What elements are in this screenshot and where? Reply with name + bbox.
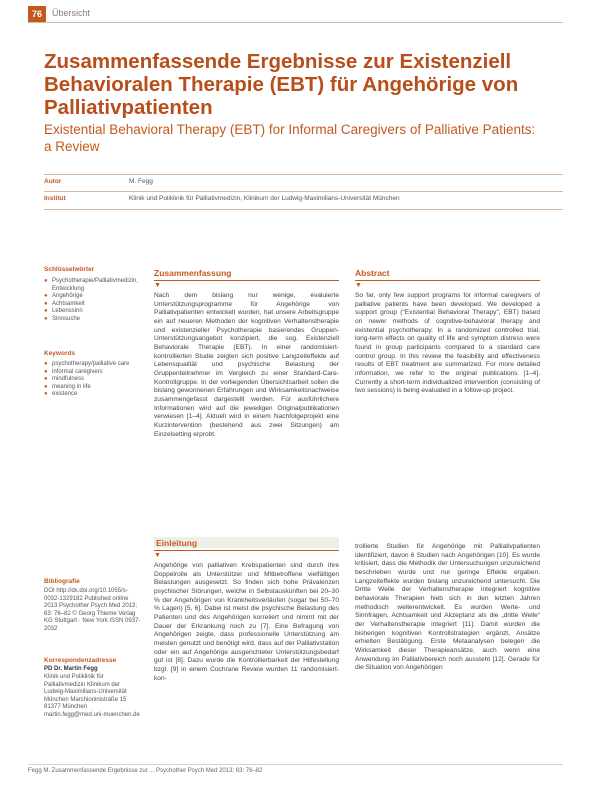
header-divider xyxy=(28,22,563,23)
triangle-icon: ▼ xyxy=(355,282,362,289)
correspondence-name: PD Dr. Martin Fegg xyxy=(44,666,98,672)
zusammenfassung-heading: Zusammenfassung xyxy=(154,268,232,278)
abstract-rule xyxy=(355,280,540,281)
keywords-de-title: Schlüsselwörter xyxy=(44,266,95,273)
bullet-icon: ● xyxy=(44,383,48,390)
keyword-text: informal caregivers xyxy=(52,368,103,375)
keyword-item xyxy=(44,301,140,309)
bullet-icon: ● xyxy=(44,278,48,284)
footer-divider xyxy=(28,764,563,765)
keyword-item xyxy=(44,278,140,293)
keyword-text: Lebenssinn xyxy=(52,308,83,315)
correspondence-title: Korrespondenzadresse xyxy=(44,657,117,664)
meta-divider-top xyxy=(44,174,563,175)
meta-divider-bottom xyxy=(44,209,563,210)
bullet-icon: ● xyxy=(44,300,48,307)
keyword-item xyxy=(44,384,140,392)
institute-name: Klinik und Poliklinik für Palliativmedizin, Klinikum der Ludwig-Maximilians-Universität München xyxy=(129,195,400,202)
keyword-text: Psychotherapie/Palliativmedizin, Entwicklung xyxy=(52,278,139,292)
author-label: Autor xyxy=(44,178,62,185)
bullet-icon: ● xyxy=(44,368,48,375)
bibliography-text: DOI http://dx.doi.org/10.1055/s-0032-1329182 Published online 2013 Psychother Psych Med 2013; 63: 76–82 © Georg Thieme Verlag KG Stuttgart · New York ISSN 0937-2032 xyxy=(44,588,141,632)
einleitung-heading: Einleitung xyxy=(156,538,198,548)
bullet-icon: ● xyxy=(44,391,48,398)
article-subtitle: Existential Behavioral Therapy (EBT) for Informal Caregivers of Palliative Patients: a Review xyxy=(44,122,536,154)
bullet-icon: ● xyxy=(44,315,48,322)
bullet-icon: ● xyxy=(44,308,48,315)
bullet-icon: ● xyxy=(44,376,48,383)
keyword-item xyxy=(44,308,140,316)
keyword-text: existence xyxy=(52,391,78,398)
keywords-en-title: Keywords xyxy=(44,350,76,357)
keyword-text: psychotherapy/palliative care xyxy=(52,361,130,367)
keyword-text: mindfulness xyxy=(52,376,85,383)
keywords-en-list xyxy=(44,361,140,399)
keywords-de-list xyxy=(44,278,140,324)
correspondence-address: Klinik und Poliklinik für Palliativmedizin Klinikum der Ludwig-Maximilians-Universität München Marchioninistraße 15 81377 München martin.fegg@med.uni-muenchen.de xyxy=(44,674,140,718)
meta-divider-mid xyxy=(44,191,563,192)
bullet-icon: ● xyxy=(44,293,48,300)
keyword-item xyxy=(44,293,140,301)
author-name: M. Fegg xyxy=(129,178,153,185)
bibliography-title: Bibliografie xyxy=(44,578,80,585)
keyword-text: Angehörige xyxy=(52,293,83,300)
article-title: Zusammenfassende Ergebnisse zur Existenziell Behavioralen Therapie (EBT) für Angehörige von Palliativpatienten xyxy=(44,50,519,119)
triangle-icon: ▼ xyxy=(154,282,161,289)
page-footer: Fegg M. Zusammenfassende Ergebnisse zur ... Psychother Psych Med 2013; 63: 76–82 xyxy=(28,768,263,774)
einleitung-text-col2: trollierte Studien für Angehörige mit Palliativpatienten identifiziert, davon 6 Studien nach Angehörigen [10]. Es wurde kritisiert, dass die Methodik der Untersuchungen unzureichend beschrieben wurde und nur geringe Effekte ergaben. Langzeiteffekte wurden bislang unzureichend untersucht. Die Dritte Welle der Verhaltenstherapie integriert kognitive behaviorale Therapien hieb sich in den letzten Jahren methodisch weiterentwickelt. Es wurden Werte- und Sinnfragen, Achtsamkeit und Akzeptanz als die „dritte Welle“ der Verhaltenstherapie integriert [11]. Damit wurden die bisherigen kognitiven Kontrollstrategien ergänzt, Ansätze erhielten Bestätigung. Erste Metaanalysen belegen die Wirksamkeit dieser Therapieansätze, auch wenn eine Anwendung im Palliativbereich noch aussteht [12]. Gerade für die Situation von Angehörigen xyxy=(355,543,540,672)
zusammenfassung-text: Nach dem bislang nur wenige, evaluierte Unterstützungsprogramme für Angehörige von Palliativpatienten entwickelt wurden, hat unsere Arbeitsgruppe ein auf neueren Methoden der kognitiven Verhaltenstherapie und existenzieller Psychotherapie basierendes Gruppen-Unterstützungsangebot konzipiert, die sog. Existenziell Behaviorale Therapie (EBT). In einer randomisiert-kontrollierten Studie zeigten sich positive Langzeiteffekte auf Lebensqualität und psychische Belastung der Gruppenteilnehmer im Vergleich zu einer Standard-Care-Kontrollgruppe. In der vorliegenden Übersichtsarbeit sollen die bislang gewonnenen Erfahrungen und Wirksamkeitsnachweise zusammengefasst dargestellt werden. Für ausführlichere Informationen wird auf die jeweiligen Originalpublikationen verwiesen [1–4]. Aktuell wird in einem Nachfolgeprojekt eine Kurzintervention (bestehend aus zwei Sitzungen) am Einzelsetting erprobt. xyxy=(154,292,339,438)
keyword-item xyxy=(44,376,140,384)
einleitung-rule xyxy=(154,550,339,551)
keyword-text: meaning in life xyxy=(52,383,91,390)
section-label: Übersicht xyxy=(52,8,91,18)
triangle-icon: ▼ xyxy=(154,552,161,559)
bullet-icon: ● xyxy=(44,361,48,367)
keyword-item xyxy=(44,391,140,399)
keyword-text: Sinnsuche xyxy=(52,315,81,322)
keyword-item xyxy=(44,316,140,324)
keyword-text: Achtsamkeit xyxy=(52,300,85,307)
institute-label: Institut xyxy=(44,195,66,202)
keyword-item xyxy=(44,369,140,377)
page-number: 76 xyxy=(28,6,46,22)
zusammenfassung-rule xyxy=(154,280,339,281)
einleitung-text-col1: Angehörige von palliativen Krebspatienten sind durch ihre Doppelrolle als Unterstützer und Mitbetroffene vielfältigen Belastungen ausgesetzt. So finden sich hohe Prävalenzen psychischer Störungen, welche in Selbstauskünften bei 20–30 % der Angehörigen von Krankheitsverläufen (sogar bei 50–70 % Lagen) [5, 6]. Dabei ist meist die psychische Belastung des Patienten und des Angehörigen korreliert und nimmt mit der Dauer der Erkrankung noch zu [7]. Eine Befragung von Angehörigen zeigte, dass professionelle Unterstützung am meisten genutzt und benötigt wird, dass auf der Palliativstation oder ein auf Angehörige ausgerichteter Unterstützungsbedarf gut ist [8]. Dazu wurde die Kontrollierbarkeit der Hilfestellung bzgl. [9] in einem Cochrane Review wurden 11 randomisiert-kon- xyxy=(154,562,339,682)
abstract-heading: Abstract xyxy=(355,268,390,278)
keyword-item xyxy=(44,361,140,369)
abstract-text: So far, only few support programs for informal caregivers of palliative patients have been developed. We developed a support group ("Existential Behavioral Therapy", EBT) based on newer methods of cognitive-behavioral therapy and existential psychotherapy. In a randomized controlled trial, long-term effects on quality of life and symptom distress were found in group participants compared to a standard care control group. In this review the feasibility and effectiveness results of EBT treatment are summarized. For more detailed information, we refer to the original publications [1–4]. Currently a short-term individualized intervention (consisting of two sessions) is being evaluated in a follow-up project. xyxy=(355,292,540,395)
